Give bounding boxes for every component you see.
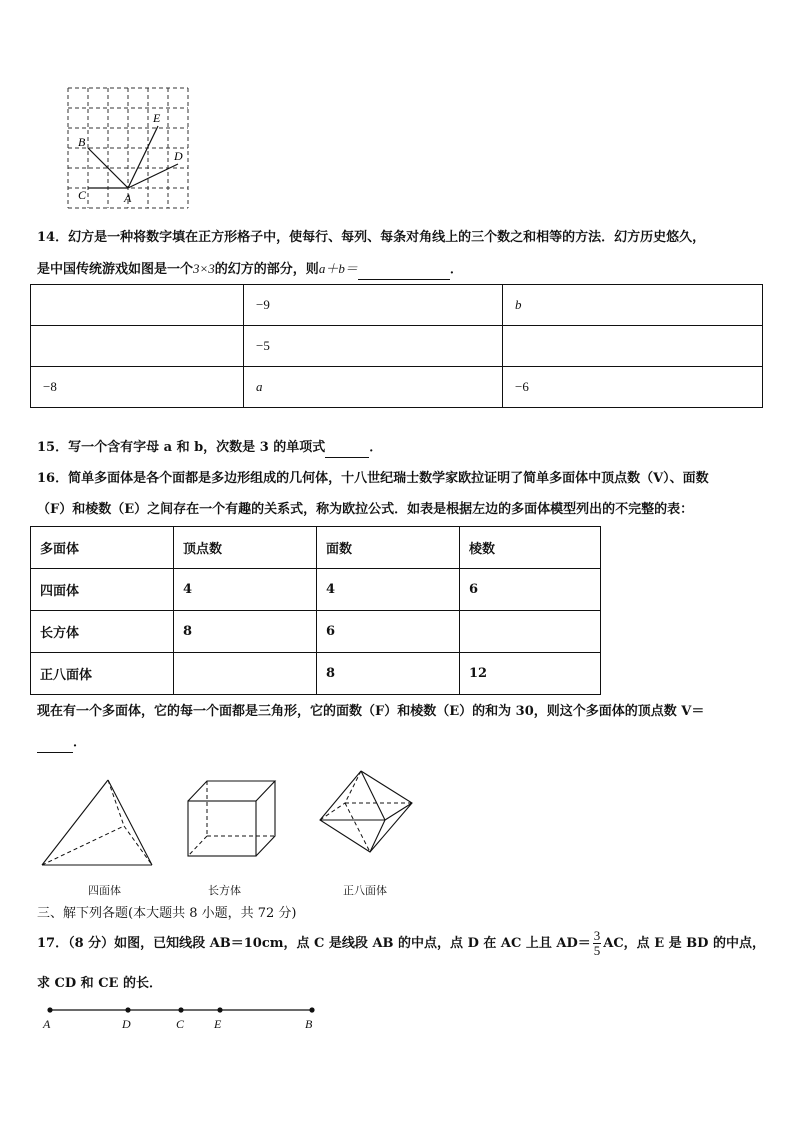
q16-line1: 16．简单多面体是各个面都是多边形组成的几何体，十八世纪瑞士数学家欧拉证明了简单多面体中顶点数（V）、面数 [37,471,709,486]
table-cell [31,326,244,367]
segment-point-c: C [176,1017,185,1031]
q16-after-line2 [37,733,86,753]
q17-line2: 求 CD 和 CE 的长． [37,976,162,991]
table-header: 顶点数 [174,527,317,569]
q14-text-line1: 幻方是一种将数字填在正方形格子中，使每行、每列、每条对角线上的三个数之和相等的方法．幻方历史悠久， [68,230,706,245]
q14-prefix: 是中国传统游戏如图是一个 [37,262,194,277]
q16-after-line1: 现在有一个多面体，它的每一个面都是三角形，它的面数（F）和棱数（E）的和为 30，则这个多面体的顶点数 V＝ [37,704,705,719]
point-label-a: A [124,191,132,205]
q17-fraction [593,929,602,958]
table-cell: 正八面体 [31,653,174,695]
fraction-denominator: 5 [593,943,601,958]
table-cell: 4 [317,569,460,611]
ray-ae [128,126,158,188]
table-cell: −5 [244,326,503,367]
table-cell: a [244,367,503,408]
octahedron-figure [315,768,417,856]
q17-text-a: 17．（8 分）如图，已知线段 AB＝10cm，点 C 是线段 AB 的中点，点 D 在 AC 上且 AD＝ [37,936,591,951]
q15-text: 15．写一个含有字母 a 和 b，次数是 3 的单项式 [37,440,326,455]
table-cell [174,653,317,695]
table-cell: 8 [174,611,317,653]
table-row [31,326,763,367]
segment-point-a: A [43,1017,51,1031]
table-header-row [31,527,601,569]
q15 [37,438,382,458]
point-label-c: C [78,188,87,202]
q17-line1 [37,926,765,962]
table-header: 面数 [317,527,460,569]
table-row [31,569,601,611]
segment-point-d: D [122,1017,131,1031]
table-cell: 12 [460,653,601,695]
table-row [31,653,601,695]
q17-text-b: AC，点 E 是 BD 的中点， [603,936,765,951]
table-cell: 长方体 [31,611,174,653]
q15-end: ． [369,440,383,455]
point-label-e: E [153,111,161,125]
table-row [31,285,763,326]
table-cell: 4 [174,569,317,611]
angle-grid-figure [60,84,195,214]
q14-answer-blank[interactable] [358,265,450,280]
table-cell: 8 [317,653,460,695]
table-cell: −8 [31,367,244,408]
table-header: 棱数 [460,527,601,569]
point-label-b: B [78,135,86,149]
section-title: 三、解下列各题(本大题共 8 小题，共 72 分) [37,906,297,921]
table-cell: −9 [244,285,503,326]
segment-figure [38,1002,328,1036]
table-cell: 四面体 [31,569,174,611]
table-row [31,611,601,653]
cuboid-label: 长方体 [208,884,241,897]
table-cell: −6 [503,367,763,408]
tetrahedron-label: 四面体 [88,884,121,897]
octahedron-label: 正八面体 [343,884,387,897]
polyhedron-table [30,526,601,695]
q16-answer-blank[interactable] [37,738,73,753]
table-cell [503,326,763,367]
magic-square-table [30,284,763,408]
segment-point-b: B [305,1017,313,1031]
table-row [31,367,763,408]
table-cell [31,285,244,326]
table-cell: b [503,285,763,326]
cuboid-figure [183,776,281,862]
q14-line1 [37,228,705,248]
q14-end: ． [449,262,463,277]
q15-answer-blank[interactable] [325,443,369,458]
segment-point-e: E [214,1017,222,1031]
q14-expr: a＋b＝ [318,261,358,276]
tetrahedron-figure [38,776,158,870]
q16-line2: （F）和棱数（E）之间存在一个有趣的关系式，称为欧拉公式．如表是根据左边的多面体模型列出的不完整的表： [37,502,694,517]
q14-size: 3×3 [193,261,215,276]
q16-end: ． [73,735,87,750]
table-header: 多面体 [31,527,174,569]
q14-line2 [37,259,463,280]
q14-number: 14． [37,230,69,245]
table-cell: 6 [460,569,601,611]
table-cell [460,611,601,653]
point-label-d: D [174,149,183,163]
q14-middle: 的幻方的部分，则 [214,262,319,277]
fraction-numerator: 3 [593,928,601,943]
table-cell: 6 [317,611,460,653]
